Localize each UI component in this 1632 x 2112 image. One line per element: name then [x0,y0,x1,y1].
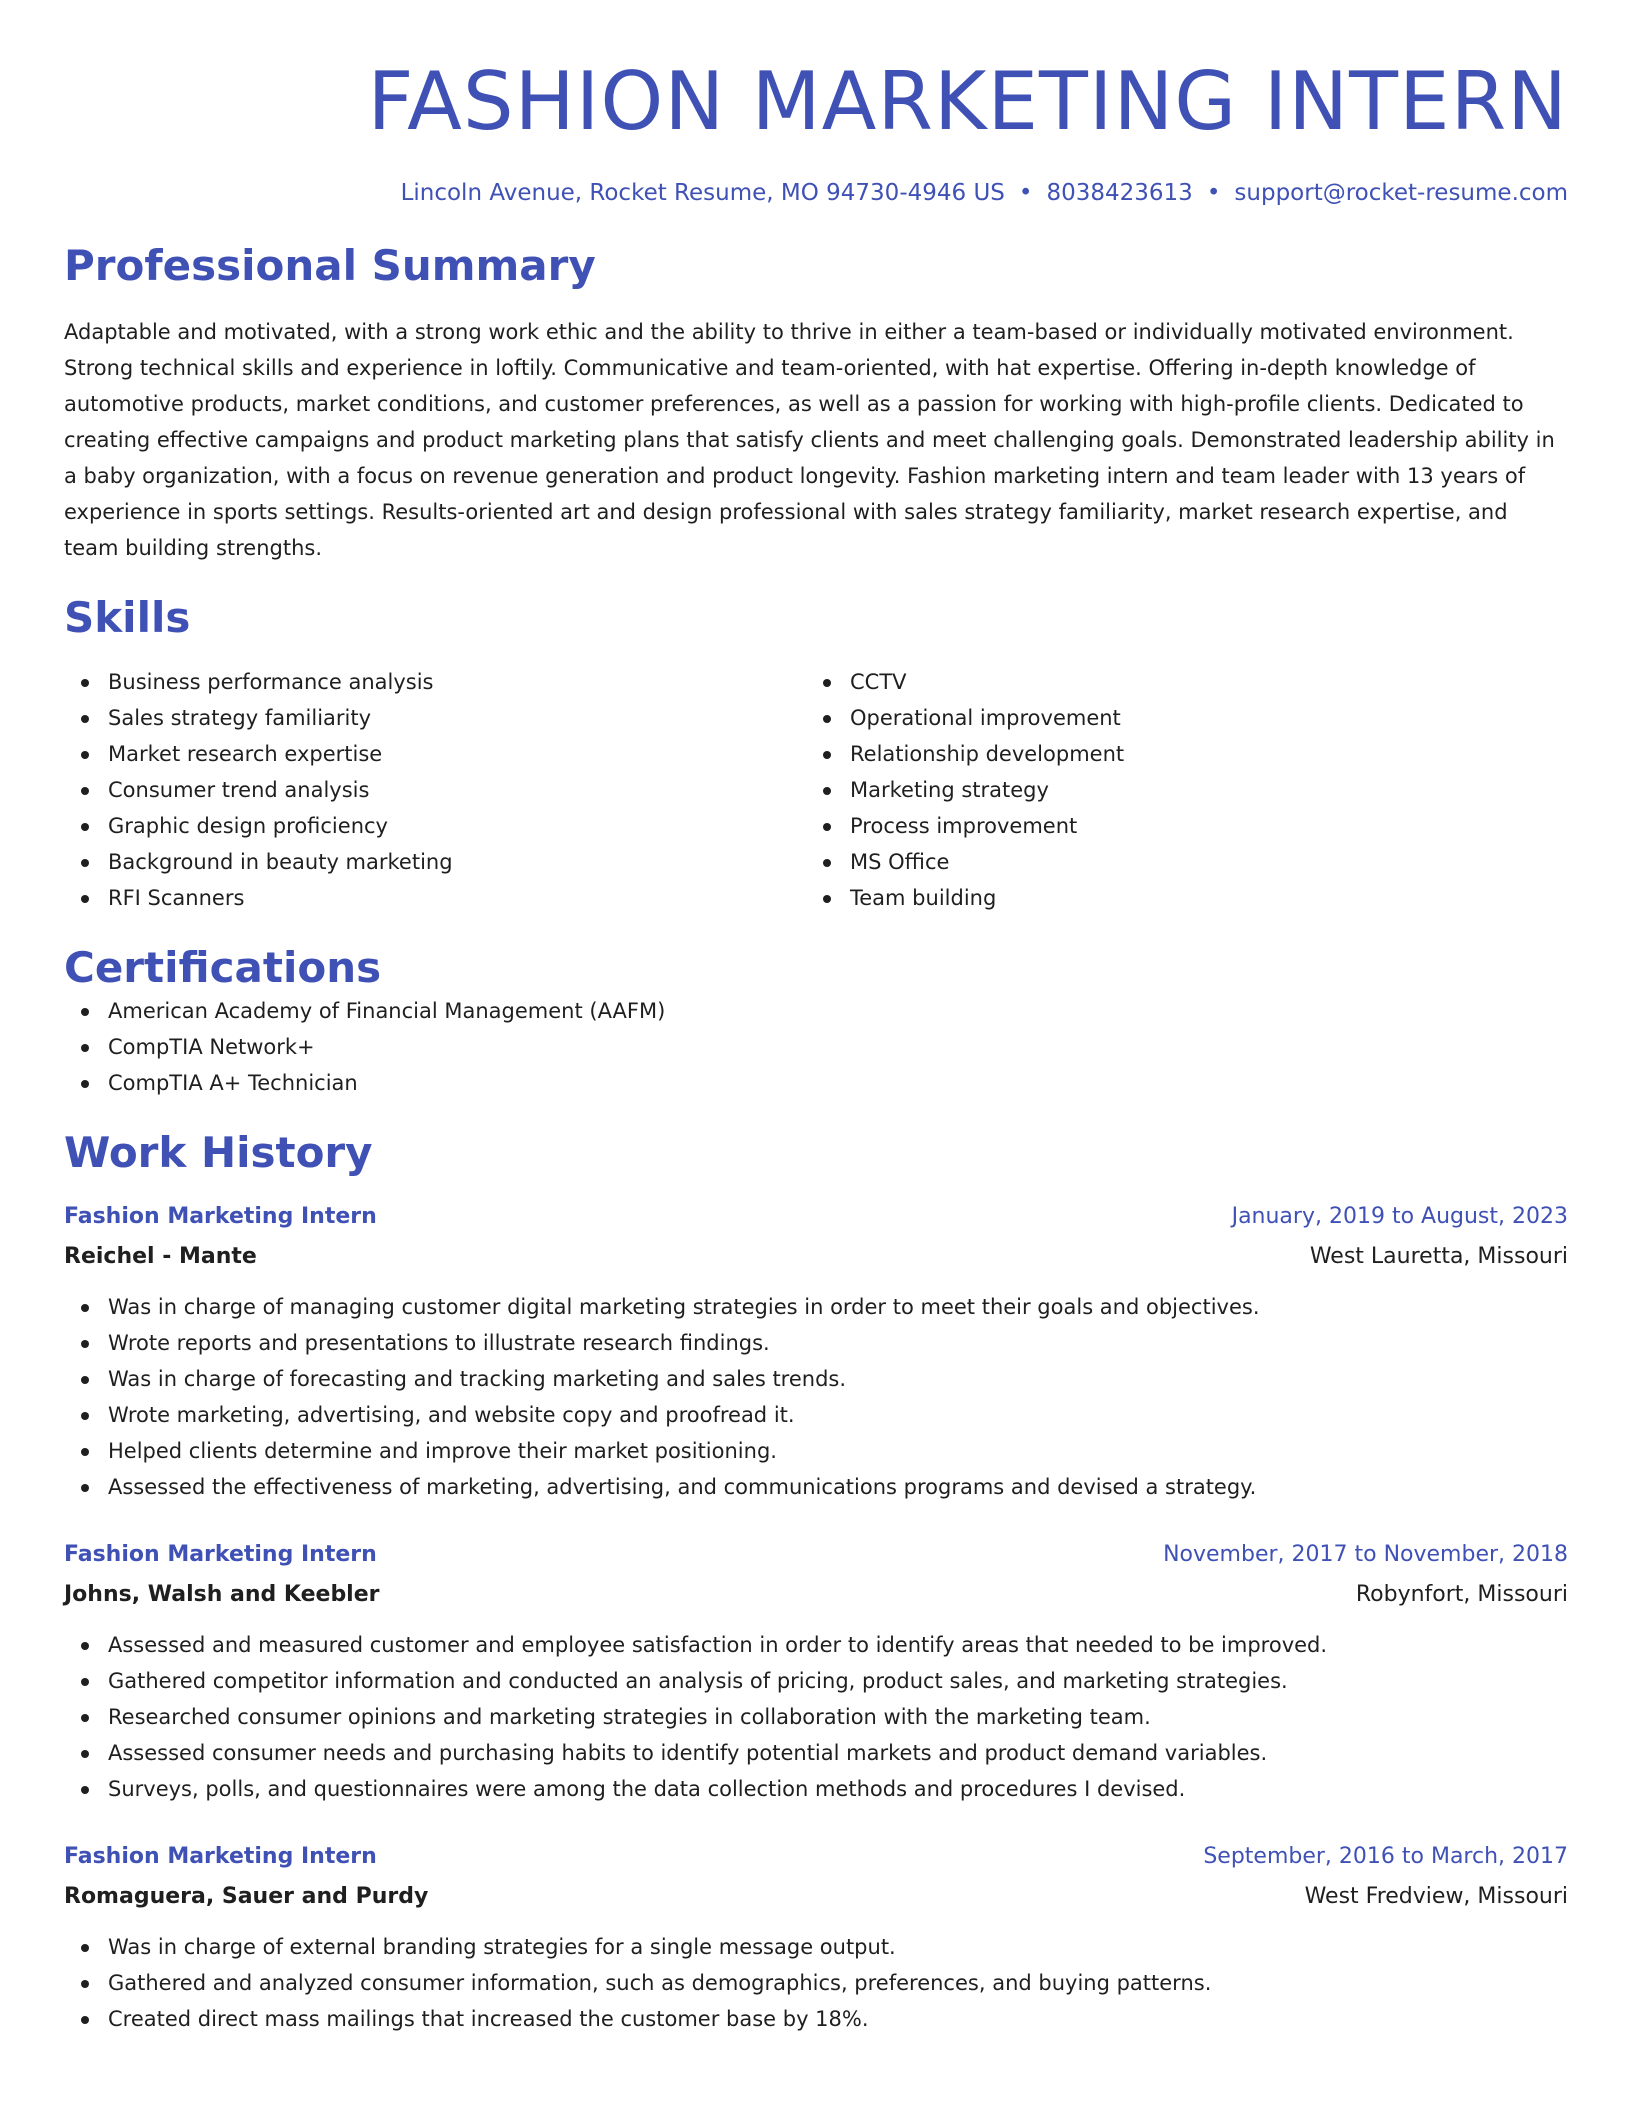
job-company-row [64,1877,1568,1917]
job-duties [64,1929,1568,2037]
job-duties [64,1627,1568,1807]
job-location: West Lauretta, Missouri [1309,1244,1568,1269]
summary-heading: Professional Summary [64,241,596,290]
contact-address: Lincoln Avenue, Rocket Resume, MO 94730-4946 US [400,180,1005,206]
skills-column-left [64,664,806,916]
contact-separator: • [1018,180,1033,206]
job-duty-item: Researched consumer opinions and marketing strategies in collaboration with the marketing team. [64,1699,1568,1735]
job-duty-item: Assessed and measured customer and employee satisfaction in order to identify areas that needed to be improved. [64,1627,1568,1663]
skill-item: Operational improvement [806,700,1548,736]
job-duty-item: Was in charge of forecasting and tracking marketing and sales trends. [64,1361,1568,1397]
contact-separator: • [1206,180,1221,206]
skill-item: Business performance analysis [64,664,806,700]
job-entry [64,1197,1568,1505]
summary-text: Adaptable and motivated, with a strong work ethic and the ability to thrive in either a team-based or individually motivated environment. Strong technical skills and experience in loftily. Communicative and team-oriented, with hat expertise. Offering in-depth knowledge of automotive products, market conditions, and customer preferences, as well as a passion for working with high-profile clients. Dedicated to creating effective campaigns and product marketing plans that satisfy clients and meet challenging goals. Demonstrated leadership ability in a baby organization, with a focus on revenue generation and product longevity. Fashion marketing intern and team leader with 13 years of experience in sports settings. Results-oriented art and design professional with sales strategy familiarity, market research expertise, and team building strengths. [64,320,1555,560]
job-title: Fashion Marketing Intern [64,1844,377,1869]
job-dates: January, 2019 to August, 2023 [1231,1204,1568,1229]
job-entry [64,1837,1568,2037]
job-duty-item: Was in charge of managing customer digital marketing strategies in order to meet their goals and objectives. [64,1289,1568,1325]
work-history-heading: Work History [64,1128,373,1177]
job-header-row [64,1837,1568,1877]
skill-item: Process improvement [806,808,1548,844]
job-entry [64,1535,1568,1807]
skill-item: Market research expertise [64,736,806,772]
certification-item: American Academy of Financial Management (AAFM) [64,993,1568,1029]
job-duty-item: Wrote reports and presentations to illustrate research findings. [64,1325,1568,1361]
skill-item: RFI Scanners [64,880,806,916]
skill-item: Marketing strategy [806,772,1548,808]
job-company: Johns, Walsh and Keebler [64,1582,380,1607]
job-company: Reichel - Mante [64,1244,257,1269]
job-duty-item: Gathered competitor information and conducted an analysis of pricing, product sales, and marketing strategies. [64,1663,1568,1699]
job-duty-item: Wrote marketing, advertising, and website copy and proofread it. [64,1397,1568,1433]
job-duty-item: Surveys, polls, and questionnaires were among the data collection methods and procedures I devised. [64,1771,1568,1807]
job-header-row [64,1535,1568,1575]
skill-item: Background in beauty marketing [64,844,806,880]
certifications-list [64,993,1568,1101]
job-duty-item: Helped clients determine and improve their market positioning. [64,1433,1568,1469]
job-duty-item: Created direct mass mailings that increased the customer base by 18%. [64,2001,1568,2037]
skill-item: Team building [806,880,1548,916]
job-company: Romaguera, Sauer and Purdy [64,1884,429,1909]
contact-line [64,178,1568,208]
certification-item: CompTIA A+ Technician [64,1065,1568,1101]
skills-list [64,664,1568,916]
job-title: Fashion Marketing Intern [64,1204,377,1229]
resume-name: FASHION MARKETING INTERN [367,55,1568,148]
skill-item: MS Office [806,844,1548,880]
job-duty-item: Gathered and analyzed consumer information, such as demographics, preferences, and buying patterns. [64,1965,1568,2001]
resume-page [64,0,1568,2037]
job-location: Robynfort, Missouri [1355,1582,1568,1607]
job-company-row [64,1237,1568,1277]
job-dates: September, 2016 to March, 2017 [1203,1844,1568,1869]
skill-item: Graphic design proficiency [64,808,806,844]
skills-column-right [806,664,1548,916]
job-duties [64,1289,1568,1505]
job-location: West Fredview, Missouri [1304,1884,1568,1909]
skill-item: Relationship development [806,736,1548,772]
skill-item: Consumer trend analysis [64,772,806,808]
skill-item: CCTV [806,664,1548,700]
job-duty-item: Was in charge of external branding strategies for a single message output. [64,1929,1568,1965]
job-duty-item: Assessed consumer needs and purchasing habits to identify potential markets and product demand variables. [64,1735,1568,1771]
job-title: Fashion Marketing Intern [64,1542,377,1567]
job-dates: November, 2017 to November, 2018 [1163,1542,1568,1567]
certifications-heading: Certifications [64,943,382,992]
job-header-row [64,1197,1568,1237]
skills-heading: Skills [64,593,191,642]
job-company-row [64,1575,1568,1615]
contact-email[interactable]: support@rocket-resume.com [1234,180,1568,206]
skill-item: Sales strategy familiarity [64,700,806,736]
contact-phone: 8038423613 [1046,180,1193,206]
job-duty-item: Assessed the effectiveness of marketing, advertising, and communications programs and devised a strategy. [64,1469,1568,1505]
certification-item: CompTIA Network+ [64,1029,1568,1065]
